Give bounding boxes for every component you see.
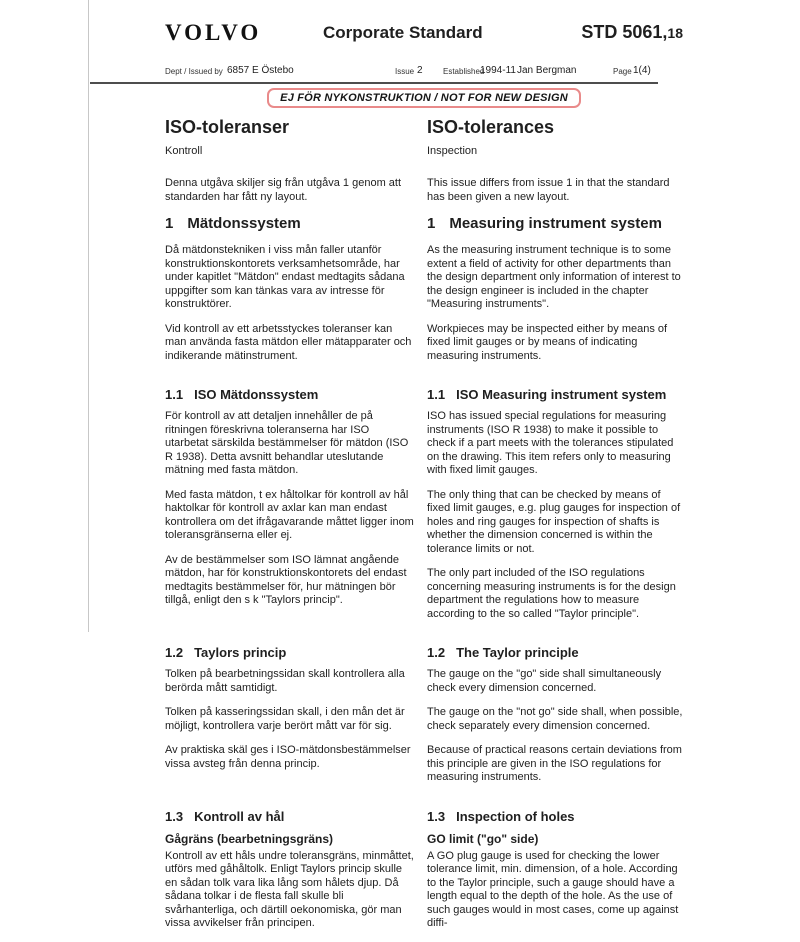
document-type-title: Corporate Standard — [323, 23, 483, 42]
paragraph: Tolken på kasseringssidan skall, i den mån det är möjligt, kontrollera varje berört mått var för sig. — [165, 706, 405, 732]
section-1-sv — [165, 204, 415, 374]
section-heading-text: Taylors princip — [194, 645, 287, 660]
established-date: 1994-11 — [480, 65, 516, 76]
standard-number-suffix: 18 — [667, 25, 683, 41]
page-title-en: ISO-tolerances — [427, 117, 555, 137]
page-title-sv: ISO-toleranser — [165, 117, 290, 137]
section-1-3-en — [427, 796, 683, 942]
paragraph: ISO has issued special regulations for measuring instruments (ISO R 1938) to make it possible to check if a part meets with the tolerances stipulated on the drawing. This item refers only to measuring with fixed limit gauges. — [427, 410, 674, 476]
page-value: 1(4) — [633, 65, 651, 76]
section-number: 1.3 — [427, 808, 446, 824]
section-heading — [165, 645, 415, 661]
dept-value: 6857 E Östebo — [227, 65, 294, 76]
section-heading-text: ISO Mätdonssystem — [194, 387, 319, 402]
section-heading-text: Mätdonssystem — [187, 215, 301, 232]
page-subtitle-sv: Kontroll — [165, 145, 203, 157]
section-number: 1.1 — [427, 387, 446, 402]
section-number: 1.2 — [165, 645, 184, 660]
section-number: 1 — [427, 215, 436, 232]
issue-label: Issue — [395, 67, 415, 76]
section-heading — [427, 645, 683, 661]
page-subtitle-en: Inspection — [427, 145, 478, 157]
section-1-2-sv — [165, 632, 415, 796]
header-meta-row — [165, 64, 683, 78]
paragraph: Kontroll av ett håls undre toleransgräns, minmåttet, utförs med gåhåltolk. Enligt Taylors princip skulle en sådan tolk vara lika lång som hålets djup. Då sådana tolkar i de flesta fall skulle bli svårhanterliga, och därtill oekonomiska, gör man vissa avvikelser från principen. — [165, 849, 414, 929]
paragraph: Workpieces may be inspected either by means of fixed limit gauges or by means of indicating measuring instruments. — [427, 322, 668, 362]
section-heading — [427, 215, 683, 233]
section-1-en — [427, 204, 683, 374]
notice-row — [165, 88, 683, 108]
page-label: Page — [613, 67, 632, 76]
subsection-title: Gågräns (bearbetningsgräns) — [165, 831, 334, 846]
paragraph: The only part included of the ISO regulations concerning measuring instruments is for the design department the regulations how to measure according to the so called "Taylor principle". — [427, 567, 676, 620]
paragraph: För kontroll av att detaljen innehåller de på ritningen föreskrivna toleranserna har ISO utarbetat särskilda bestämmelser för mätdon (ISO R 1938). Detta avsnitt behandlar uteslutande mätning med fasta mätdon. — [165, 410, 409, 476]
section-heading — [165, 215, 415, 233]
section-1 — [165, 204, 683, 374]
paragraph: Denna utgåva skiljer sig från utgåva 1 genom att standarden har fått ny layout. — [165, 177, 402, 203]
section-heading-text: ISO Measuring instrument system — [456, 387, 667, 402]
volvo-logo: VOLVO — [165, 20, 262, 45]
header-rule — [90, 82, 658, 84]
paragraph: Av praktiska skäl ges i ISO-mätdonsbestämmelser vissa avsteg från denna princip. — [165, 744, 411, 770]
standard-number-main: STD 5061, — [581, 22, 668, 42]
established-label: Established — [443, 67, 485, 76]
section-heading-text: Inspection of holes — [456, 808, 575, 824]
intro-sv — [165, 177, 415, 204]
paragraph: Because of practical reasons certain deviations from this principle are given in the ISO regulations for measuring instruments. — [427, 744, 682, 783]
intro-row — [165, 177, 683, 204]
section-1-3-sv — [165, 796, 415, 942]
section-heading — [427, 387, 683, 403]
issue-value: 2 — [417, 65, 423, 76]
section-number: 1 — [165, 215, 174, 232]
section-1-1-sv — [165, 374, 415, 632]
paragraph: Tolken på bearbetningssidan skall kontrollera alla berörda mått samtidigt. — [165, 668, 405, 694]
english-column-title — [427, 116, 683, 157]
section-heading — [427, 809, 683, 825]
section-heading — [165, 809, 415, 825]
section-heading-text: The Taylor principle — [456, 645, 579, 660]
paragraph: A GO plug gauge is used for checking the lower tolerance limit, min. dimension, of a hole. According to the Taylor principle, such a gauge should have a length equal to the depth of the hole. As the use of such gauges would in most cases, come up against diffi- — [427, 849, 679, 929]
subsection-title: GO limit ("go" side) — [427, 831, 539, 846]
paragraph: The gauge on the "not go" side shall, when possible, check separately every dimension concerned. — [427, 706, 683, 732]
standard-header — [165, 18, 683, 58]
intro-en — [427, 177, 683, 204]
paragraph: Vid kontroll av ett arbetsstyckes toleranser kan man använda fasta mätdon eller mätapparater och indikerande mätinstrument. — [165, 322, 412, 362]
paragraph: The only thing that can be checked by means of fixed limit gauges, e.g. plug gauges for inspection of holes and ring gauges for inspection of shafts is whether the dimension concerned is within the tolerance limits or not. — [427, 488, 681, 555]
section-heading — [165, 387, 415, 403]
not-for-new-design-notice: EJ FÖR NYKONSTRUKTION / NOT FOR NEW DESIGN — [267, 88, 581, 108]
section-1-3 — [165, 796, 683, 942]
section-1-2 — [165, 632, 683, 796]
paragraph: Av de bestämmelser som ISO lämnat angående mätdon, har för konstruktionskontorets del endast medtagits bestämmelser för, hur mätningen bör tillgå, enligt den s k "Taylors princip". — [165, 553, 407, 606]
page-edge-line — [88, 0, 89, 632]
paragraph: As the measuring instrument technique is to some extent a field of activity for other departments than the design department only information of interest to the design engineer is included in the chapter "Measuring instruments". — [427, 244, 681, 310]
dept-label: Dept / Issued by — [165, 67, 223, 76]
standard-number — [581, 22, 683, 43]
section-1-1 — [165, 374, 683, 632]
paragraph: This issue differs from issue 1 in that the standard has been given a new layout. — [427, 177, 670, 203]
paragraph: Med fasta mätdon, t ex håltolkar för kontroll av hål haktolkar för kontroll av axlar kan man endast kontrollera om det ifrågavarande måttet ligger inom toleransgränserna eller ej. — [165, 488, 414, 541]
section-heading-text: Measuring instrument system — [449, 215, 662, 232]
established-by: Jan Bergman — [517, 65, 577, 76]
swedish-column-title — [165, 116, 415, 157]
section-1-2-en — [427, 632, 683, 796]
section-heading-text: Kontroll av hål — [194, 808, 285, 824]
section-1-1-en — [427, 374, 683, 632]
section-number: 1.1 — [165, 387, 184, 402]
title-row — [165, 116, 683, 157]
paragraph: Då mätdonstekniken i viss mån faller utanför konstruktionskontorets verksamhetsområde, har under kapitlet "Mätdon" endast medtagits sådana uppgifter som kan tänkas vara av intresse för konstruktörer. — [165, 244, 405, 310]
paragraph: The gauge on the "go" side shall simultaneously check every dimension concerned. — [427, 668, 662, 694]
section-number: 1.3 — [165, 808, 184, 824]
document-body — [165, 116, 683, 942]
section-number: 1.2 — [427, 645, 446, 660]
